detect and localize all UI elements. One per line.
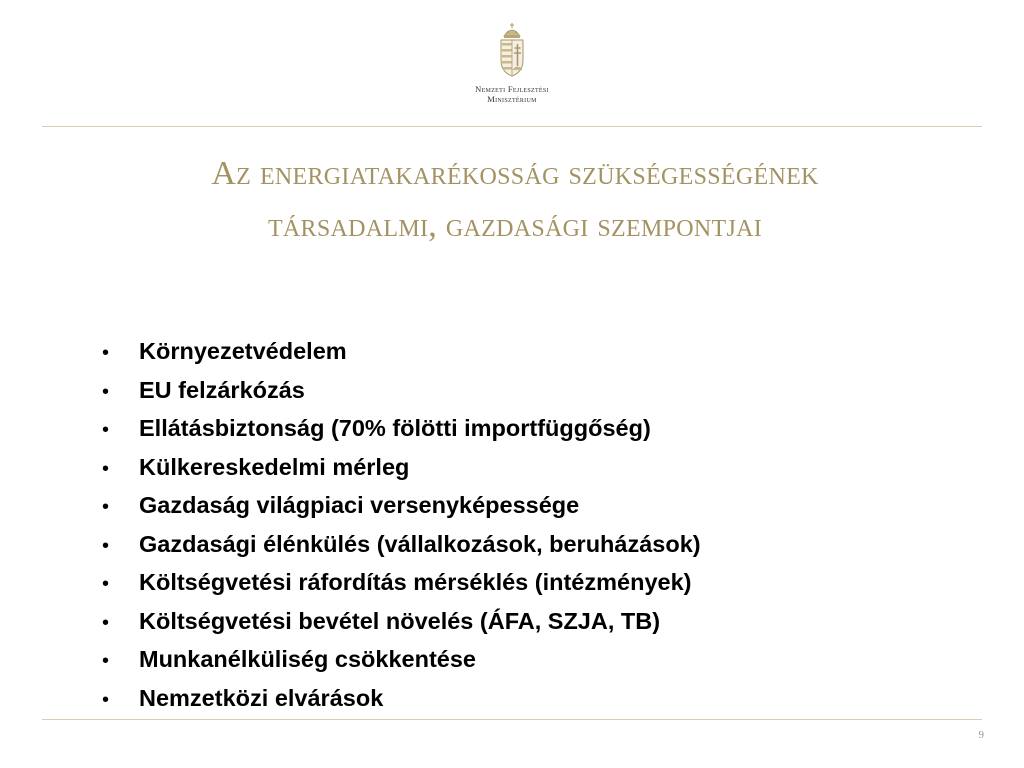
- bullet-text: Munkanélküliség csökkentése: [139, 646, 476, 672]
- slide-title-line2: társadalmi, gazdasági szempontjai: [267, 207, 763, 244]
- bullet-item: [102, 487, 701, 526]
- bullet-text: Környezetvédelem: [139, 338, 347, 364]
- bullet-dot: •: [102, 342, 110, 364]
- bullet-text: Ellátásbiztonság (70% fölötti importfüggőség): [139, 415, 651, 441]
- bullet-dot: •: [102, 534, 110, 557]
- bullet-item: [102, 526, 701, 565]
- bullet-dot: •: [102, 611, 110, 634]
- bullet-item: [102, 449, 701, 488]
- bullet-item: [102, 680, 701, 719]
- bullet-dot: •: [102, 496, 110, 518]
- bullet-dot: •: [102, 380, 110, 403]
- bullet-item: [102, 641, 701, 680]
- bullet-text: Gazdaság világpiaci versenyképessége: [139, 492, 580, 518]
- bullet-item: [102, 564, 701, 603]
- ministry-name-line1: Nemzeti Fejlesztési: [475, 84, 549, 94]
- bullet-text: Nemzetközi elvárások: [139, 684, 384, 711]
- page-number: 9: [978, 729, 984, 741]
- bottom-divider: [42, 719, 982, 720]
- bullet-item: [102, 603, 701, 642]
- bullet-dot: •: [102, 688, 110, 711]
- hungarian-coat-of-arms-icon: [497, 22, 527, 78]
- bullet-item: [102, 372, 701, 411]
- bullet-dot: •: [102, 573, 110, 595]
- bullet-item: [102, 333, 701, 372]
- bullet-dot: •: [102, 650, 110, 672]
- bullet-text: Külkereskedelmi mérleg: [139, 453, 410, 480]
- bullet-dot: •: [102, 419, 110, 441]
- bullet-text: EU felzárkózás: [139, 376, 305, 403]
- top-divider: [42, 126, 982, 127]
- bullet-dot: •: [102, 457, 110, 480]
- ministry-logo: [0, 22, 1024, 104]
- bullet-text: Gazdasági élénkülés (vállalkozások, beruházások): [139, 530, 701, 557]
- ministry-name-line2: Minisztérium: [487, 94, 537, 104]
- bullet-list: [102, 333, 701, 718]
- bullet-text: Költségvetési bevétel növelés (ÁFA, SZJA, TB): [139, 607, 661, 634]
- slide-title-line1: Az energiatakarékosság szükségességének: [211, 155, 819, 192]
- slide-title: [60, 148, 970, 252]
- bullet-item: [102, 410, 701, 449]
- ministry-name: [475, 84, 549, 104]
- bullet-text: Költségvetési ráfordítás mérséklés (intézmények): [139, 569, 692, 595]
